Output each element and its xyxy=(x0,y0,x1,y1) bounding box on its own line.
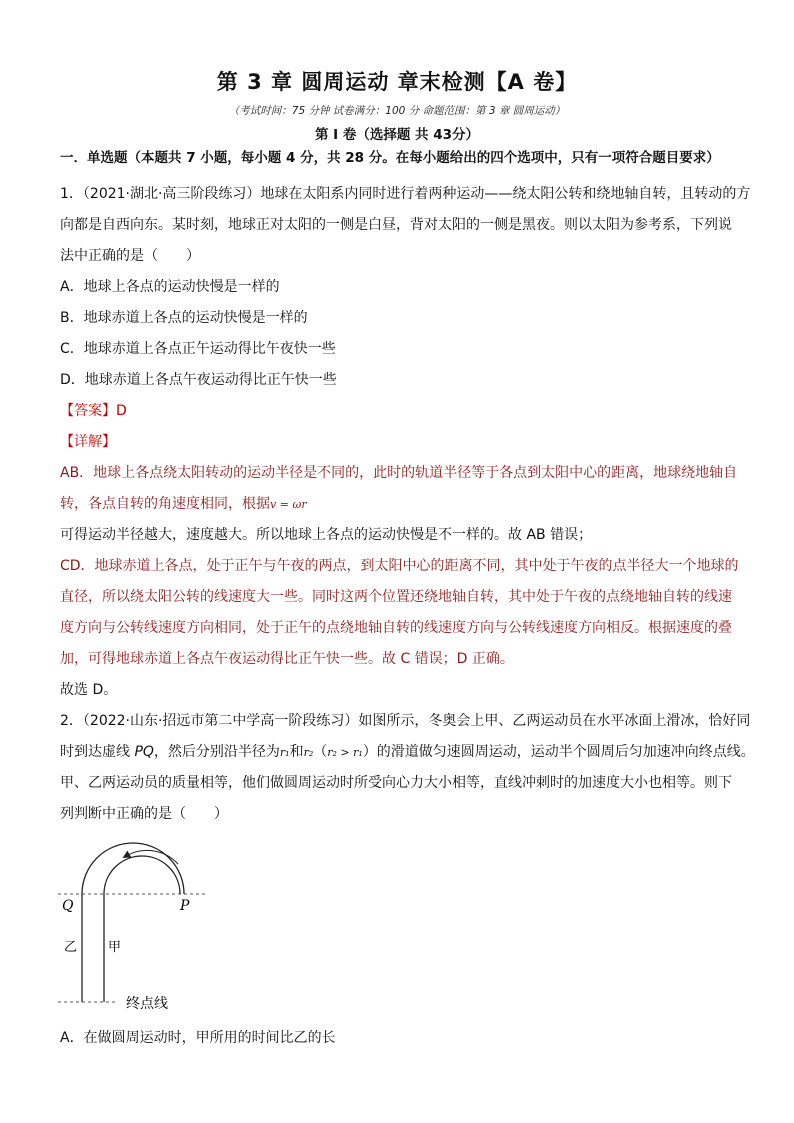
q1-answer: 【答案】D xyxy=(60,403,127,419)
q1-explain-line xyxy=(60,493,307,513)
q2-pq: PQ xyxy=(134,744,154,760)
label-yi: 乙 xyxy=(64,940,78,955)
q2-text: 时到达虚线 xyxy=(60,744,135,760)
q1-stem-line: 法中正确的是（ ） xyxy=(60,248,200,264)
q2-stem-line: 列判断中正确的是（ ） xyxy=(60,806,228,822)
inner-track-path xyxy=(104,856,180,1002)
q1-stem-line: 向都是自西向东。某时刻，地球正对太阳的一侧是白昼，背对太阳的一侧是黑夜。则以太阳为参考系，下列说 xyxy=(60,217,732,233)
q2-stem-line: 2．（2022·山东·招远市第二中学高一阶段练习）如图所示，冬奥会上甲、乙两运动员在水平冰面上滑冰，恰好同 xyxy=(60,713,751,729)
q2-text: ）的滑道做匀速圆周运动，运动半个圆周后匀加速冲向终点线。 xyxy=(362,744,755,760)
q1-option-d: D．地球赤道上各点午夜运动得比正午快一些 xyxy=(60,372,337,388)
q1-option-b: B．地球赤道上各点的运动快慢是一样的 xyxy=(60,310,308,326)
formula-v-omega-r: v = ωr xyxy=(270,498,307,511)
label-jia: 甲 xyxy=(108,940,122,955)
q2-text: 和 xyxy=(289,744,304,760)
q1-explain-line: AB．地球上各点绕太阳转动的运动半径是不同的，此时的轨道半径等于各点到太阳中心的距离，地球绕地轴自 xyxy=(60,465,738,481)
label-q: Q xyxy=(62,898,74,914)
section-title: 第 I 卷（选择题 共 43分） xyxy=(314,127,480,143)
label-p: P xyxy=(180,898,190,914)
q1-detail-label: 【详解】 xyxy=(60,434,116,450)
q1-explain-line: 直径，所以绕太阳公转的线速度大一些。同时这两个位置还绕地轴自转，其中处于午夜的点绕地轴自转的线速 xyxy=(60,589,732,605)
q2-r1: r₁ xyxy=(279,746,290,759)
q2-stem-line: 甲、乙两运动员的质量相等，他们做圆周运动时所受向心力大小相等，直线冲刺时的加速度大小也相等。则下 xyxy=(60,775,732,791)
q2-r2: r₂ xyxy=(303,746,314,759)
q1-explain-line: 度方向与公转线速度方向相同，处于正午的点绕地轴自转的线速度方向与公转线速度方向相反。根据速度的叠 xyxy=(60,620,732,636)
q1-explain-line: 加，可得地球赤道上各点午夜运动得比正午快一些。故 C 错误；D 正确。 xyxy=(60,651,514,667)
q1-explain-text: 转，各点自转的角速度相同，根据 xyxy=(60,496,270,512)
q2-condition: r₂ > r₁ xyxy=(327,746,363,759)
q1-conclusion: 故选 D。 xyxy=(60,682,118,698)
q2-text: （ xyxy=(313,744,328,760)
label-finish-line: 终点线 xyxy=(126,996,168,1012)
q2-option-a: A．在做圆周运动时，甲所用的时间比乙的长 xyxy=(60,1030,336,1046)
q1-option-a: A．地球上各点的运动快慢是一样的 xyxy=(60,279,280,295)
q2-text: ，然后分别沿半径为 xyxy=(153,744,280,760)
q1-option-c: C．地球赤道上各点正午运动得比午夜快一些 xyxy=(60,341,336,357)
q2-stem-line xyxy=(60,741,755,761)
skating-track-diagram xyxy=(56,836,256,1016)
exam-info: （考试时间：75 分钟 试卷满分：100 分 命题范围：第 3 章 圆周运动） xyxy=(228,105,566,117)
q1-explain-line: CD．地球赤道上各点，处于正午与午夜的两点，到太阳中心的距离不同，其中处于午夜的点半径大一个地球的 xyxy=(60,558,739,574)
q1-stem-line: 1．（2021·湖北·高三阶段练习）地球在太阳系内同时进行着两种运动——绕太阳公转和绕地轴自转，且转动的方 xyxy=(60,186,751,202)
page-title: 第 3 章 圆周运动 章末检测【A 卷】 xyxy=(216,70,578,94)
section-heading: 一．单选题（本题共 7 小题，每小题 4 分，共 28 分。在每小题给出的四个选项中，只有一项符合题目要求） xyxy=(60,150,720,166)
q1-explain-line: 可得运动半径越大，速度越大。所以地球上各点的运动快慢是不一样的。故 AB 错误； xyxy=(60,527,593,543)
